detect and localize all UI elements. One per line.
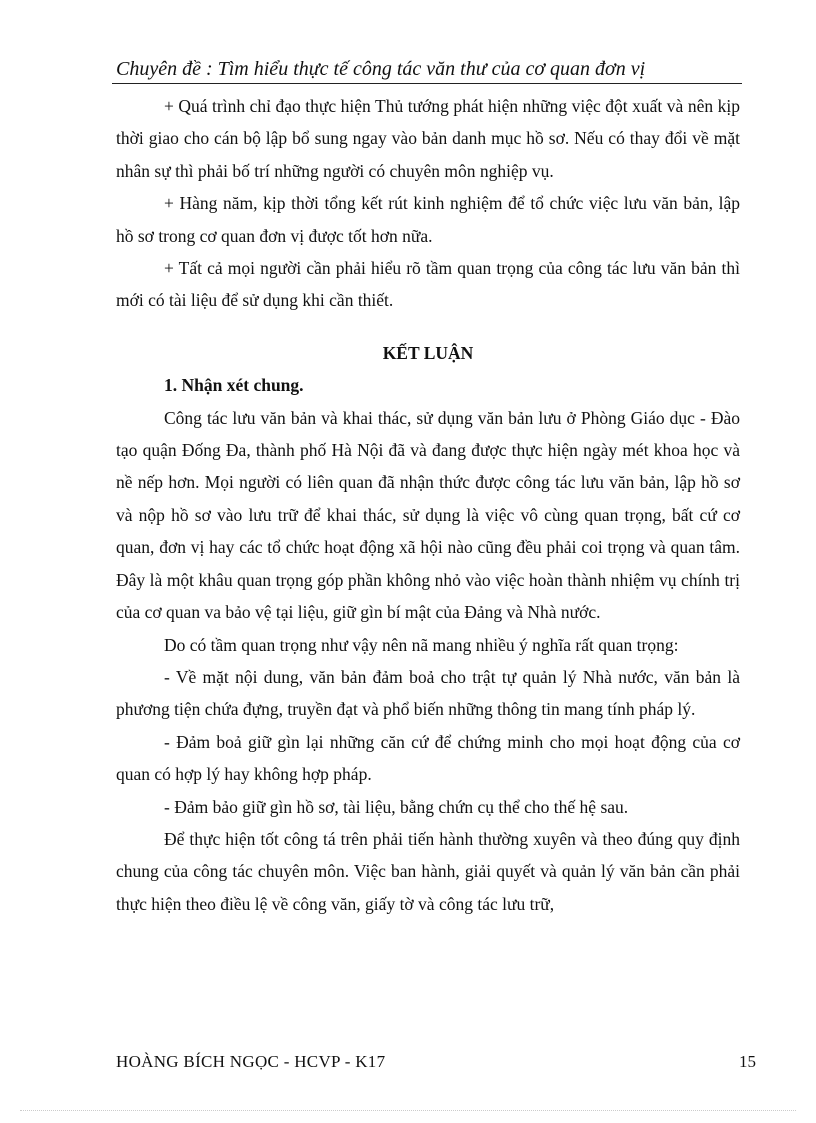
paragraph: + Hàng năm, kịp thời tổng kết rút kinh nghiệm để tổ chức việc lưu văn bản, lập hồ sơ trong cơ quan đơn vị được tốt hơn nữa. bbox=[116, 193, 740, 246]
paragraph: - Về mặt nội dung, văn bản đảm boả cho trật tự quản lý Nhà nước, văn bản là phương tiện chứa đựng, truyền đạt và phổ biến những thông tin mang tính pháp lý. bbox=[116, 666, 740, 720]
paragraph: Để thực hiện tốt công tá trên phải tiến hành thường xuyên và theo đúng quy định chung của công tác chuyên môn. Việc ban hành, giải quyết và quản lý văn bản cần phải thực hiện theo điều lệ về công văn, giấy tờ và công tác lưu trữ, bbox=[116, 828, 740, 914]
section-heading: KẾT LUẬN bbox=[382, 342, 474, 363]
paragraph: - Đảm bảo giữ gìn hồ sơ, tài liệu, bằng chứn cụ thể cho thế hệ sau. bbox=[164, 796, 629, 817]
header-rule bbox=[112, 83, 742, 84]
page-number: 15 bbox=[739, 1052, 756, 1071]
header-title: Chuyên đề : Tìm hiểu thực tế công tác văn thư của cơ quan đơn vị bbox=[116, 58, 646, 80]
paragraph: + Tất cả mọi người cần phải hiểu rõ tầm quan trọng của công tác lưu văn bản thì mới có tài liệu để sử dụng khi cần thiết. bbox=[116, 258, 740, 311]
paragraph: + Quá trình chỉ đạo thực hiện Thủ tướng phát hiện những việc đột xuất và nên kịp thời giao cho cán bộ lập bổ sung ngay vào bản danh mục hồ sơ. Nếu có thay đổi về mặt nhân sự thì phải bố trí những người có chuyên môn nghiệp vụ. bbox=[116, 96, 740, 181]
paragraph: Do có tầm quan trọng như vậy nên nã mang nhiều ý nghĩa rất quan trọng: bbox=[164, 634, 679, 655]
paragraph: - Đảm boả giữ gìn lại những căn cứ để chứng minh cho mọi hoạt động của cơ quan có hợp lý hay không hợp pháp. bbox=[116, 731, 740, 785]
paragraph: Công tác lưu văn bản và khai thác, sử dụng văn bản lưu ở Phòng Giáo dục - Đào tạo quận Đống Đa, thành phố Hà Nội đã và đang được thực hiện ngày mét khoa học và nề nếp hơn. Mọi người có liên quan đã nhận thức được công tác lưu văn bản, lập hồ sơ và nộp hồ sơ vào lưu trữ để khai thác, sử dụng là việc vô cùng quan trọng, bất cứ cơ quan, đơn vị hay các tổ chức hoạt động xã hội nào cũng đều phải coi trọng và quan tâm. Đây là một khâu quan trọng góp phần không nhỏ vào việc hoàn thành nhiệm vụ chính trị của cơ quan va bảo vệ tại liệu, giữ gìn bí mật của Đảng và Nhà nước. bbox=[116, 407, 740, 623]
page-bottom-border bbox=[20, 1110, 796, 1111]
document-body bbox=[116, 90, 740, 920]
page-header bbox=[116, 56, 740, 82]
subsection-title: 1. Nhận xét chung. bbox=[164, 375, 304, 396]
footer-author: HOÀNG BÍCH NGỌC - HCVP - K17 bbox=[116, 1052, 386, 1071]
